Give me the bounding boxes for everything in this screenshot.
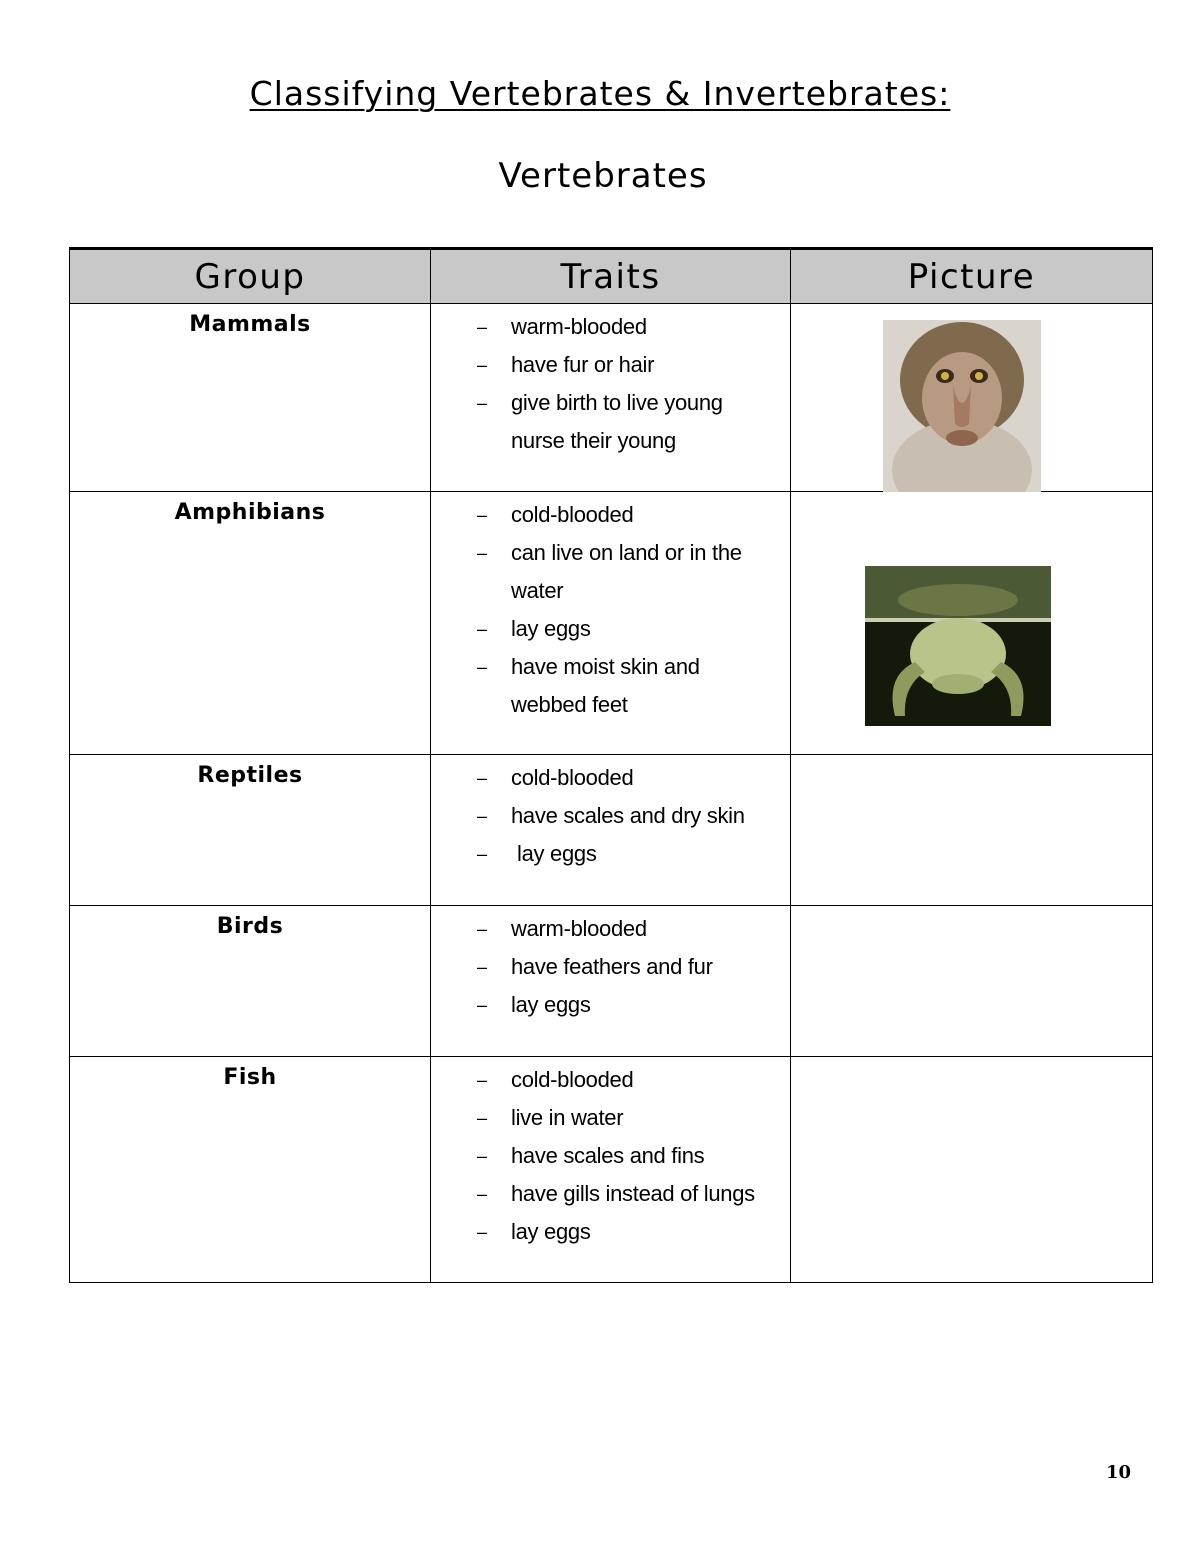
trait-item: – have fur or hair: [477, 346, 780, 384]
frog-illustration: [865, 566, 1051, 726]
trait-item: – have scales and fins: [477, 1137, 780, 1175]
table-row-birds: [70, 906, 1153, 1057]
trait-item: – live in water: [477, 1099, 780, 1137]
page-title: [0, 74, 1200, 113]
trait-item: – cold-blooded: [477, 1061, 780, 1099]
page-title-text: Classifying Vertebrates & Invertebrates:: [249, 74, 951, 113]
picture-cell-fish: [791, 1057, 1153, 1283]
monkey-photo: [883, 320, 1041, 492]
group-name-mammals: Mammals: [189, 312, 311, 337]
traits-list-mammals: [431, 304, 790, 460]
traits-list-amphibians: [431, 492, 790, 724]
picture-cell-reptiles: [791, 755, 1153, 906]
trait-item: – give birth to live young: [477, 384, 780, 422]
trait-item: – lay eggs: [477, 835, 780, 873]
monkey-illustration: [883, 320, 1041, 492]
trait-item: – lay eggs: [477, 1213, 780, 1251]
trait-item: – have moist skin and: [477, 648, 780, 686]
vertebrates-table: [69, 247, 1153, 1283]
trait-item: – have scales and dry skin: [477, 797, 780, 835]
header-traits: Traits: [431, 249, 791, 304]
table-row-fish: [70, 1057, 1153, 1283]
trait-item: – warm-blooded: [477, 308, 780, 346]
trait-item: – can live on land or in the: [477, 534, 780, 572]
table-header-row: [70, 249, 1153, 304]
trait-item: – cold-blooded: [477, 759, 780, 797]
trait-item: webbed feet: [511, 692, 628, 717]
table-row-reptiles: [70, 755, 1153, 906]
table-row-mammals: [70, 304, 1153, 492]
header-picture: Picture: [791, 249, 1153, 304]
section-subtitle: Vertebrates: [498, 156, 708, 196]
page-number: 10: [1106, 1462, 1132, 1483]
traits-list-birds: [431, 906, 790, 1024]
trait-item: – have feathers and fur: [477, 948, 780, 986]
picture-cell-birds: [791, 906, 1153, 1057]
group-name-birds: Birds: [216, 914, 284, 939]
header-group: Group: [70, 249, 431, 304]
group-name-reptiles: Reptiles: [197, 763, 303, 788]
trait-item: – lay eggs: [477, 986, 780, 1024]
trait-item: – warm-blooded: [477, 910, 780, 948]
traits-list-reptiles: [431, 755, 790, 873]
trait-item: water: [511, 578, 564, 603]
group-name-amphibians: Amphibians: [174, 500, 326, 525]
trait-item: – have gills instead of lungs: [477, 1175, 780, 1213]
frog-photo: [865, 566, 1051, 726]
traits-list-fish: [431, 1057, 790, 1251]
trait-item: – cold-blooded: [477, 496, 780, 534]
table-row-amphibians: [70, 492, 1153, 755]
group-name-fish: Fish: [223, 1065, 277, 1090]
trait-item: – lay eggs: [477, 610, 780, 648]
trait-item: nurse their young: [511, 428, 676, 453]
